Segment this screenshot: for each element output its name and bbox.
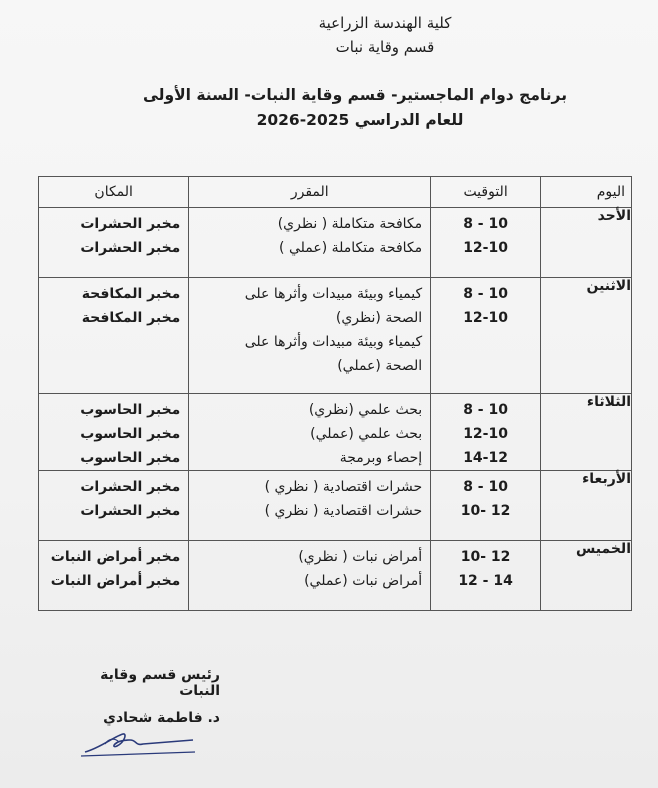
table-row <box>39 394 632 471</box>
course-line: أمراض نبات ( نظري) <box>298 549 423 565</box>
course-line: مكافحة متكاملة (عملي ) <box>279 240 423 256</box>
place-cell <box>39 208 189 278</box>
table-row <box>39 541 632 611</box>
course-line: مكافحة متكاملة ( نظري) <box>277 216 423 232</box>
cell-day: الخميس <box>541 541 632 611</box>
place-line: مخبر الحشرات <box>80 216 181 232</box>
course-line: أمراض نبات (عملي) <box>304 573 423 589</box>
course-cell <box>189 541 431 611</box>
place-line: مخبر الحاسوب <box>80 426 181 442</box>
place-cell <box>39 394 189 471</box>
time-line: 10- 12 <box>460 549 511 565</box>
time-cell <box>431 208 541 278</box>
schedule-table <box>38 176 632 611</box>
table-row <box>39 471 632 541</box>
time-line: 8 - 10 <box>463 286 508 302</box>
time-cell <box>431 394 541 471</box>
time-cell <box>431 471 541 541</box>
signer-name: د. فاطمة شحادي <box>103 710 220 726</box>
course-cell <box>189 278 431 394</box>
place-line: مخبر الحشرات <box>80 240 181 256</box>
place-line: مخبر الحشرات <box>80 503 181 519</box>
place-cell <box>39 541 189 611</box>
time-line: 12-10 <box>463 426 508 442</box>
course-cell <box>189 208 431 278</box>
place-line: مخبر الحاسوب <box>80 450 181 466</box>
course-cell <box>189 394 431 471</box>
department-name: قسم وقاية نبات <box>335 38 435 56</box>
place-line: مخبر الحشرات <box>80 479 181 495</box>
course-line: الصحة (عملي) <box>337 358 423 374</box>
header-course: المقرر <box>189 177 431 208</box>
time-line: 10- 12 <box>460 503 511 519</box>
time-line: 12-10 <box>463 310 508 326</box>
course-line: بحث علمي (نظري) <box>308 402 423 418</box>
cell-day: الأحد <box>541 208 632 278</box>
place-cell <box>39 471 189 541</box>
handwritten-signature <box>75 726 200 762</box>
course-line: بحث علمي (عملي) <box>310 426 423 442</box>
cell-day: الثلاثاء <box>541 394 632 471</box>
time-cell <box>431 278 541 394</box>
time-line: 14-12 <box>463 450 508 466</box>
course-line: كيمياء وبيئة مبيدات وأثرها على <box>244 286 423 302</box>
header-place: المكان <box>39 177 189 208</box>
place-line: مخبر أمراض النبات <box>50 573 181 589</box>
course-cell <box>189 471 431 541</box>
place-line: مخبر المكافحة <box>81 286 181 302</box>
faculty-name: كلية الهندسة الزراعية <box>318 14 452 32</box>
course-line: حشرات اقتصادية ( نظري ) <box>264 479 423 495</box>
time-cell <box>431 541 541 611</box>
time-line: 12 - 14 <box>458 573 513 589</box>
place-line: مخبر الحاسوب <box>80 402 181 418</box>
course-line: إحصاء وبرمجة <box>339 450 423 466</box>
header-time: التوقيت <box>431 177 541 208</box>
schedule-title: برنامج دوام الماجستير- قسم وقاية النبات- السنة الأولى <box>142 86 568 104</box>
place-line: مخبر المكافحة <box>81 310 181 326</box>
time-line: 8 - 10 <box>463 479 508 495</box>
place-cell <box>39 278 189 394</box>
header-day: اليوم <box>541 177 632 208</box>
table-header-row <box>39 177 632 208</box>
time-line: 8 - 10 <box>463 402 508 418</box>
place-line: مخبر أمراض النبات <box>50 549 181 565</box>
table-row <box>39 208 632 278</box>
course-line: حشرات اقتصادية ( نظري ) <box>264 503 423 519</box>
cell-day: الاثنين <box>541 278 632 394</box>
time-line: 12-10 <box>463 240 508 256</box>
course-line: كيمياء وبيئة مبيدات وأثرها على <box>244 334 423 350</box>
course-line: الصحة (نظري) <box>335 310 423 326</box>
cell-day: الأربعاء <box>541 471 632 541</box>
department-head-title: رئيس قسم وقاية النبات <box>100 667 220 699</box>
table-row <box>39 278 632 394</box>
academic-year: للعام الدراسي 2025-2026 <box>256 111 464 129</box>
time-line: 8 - 10 <box>463 216 508 232</box>
